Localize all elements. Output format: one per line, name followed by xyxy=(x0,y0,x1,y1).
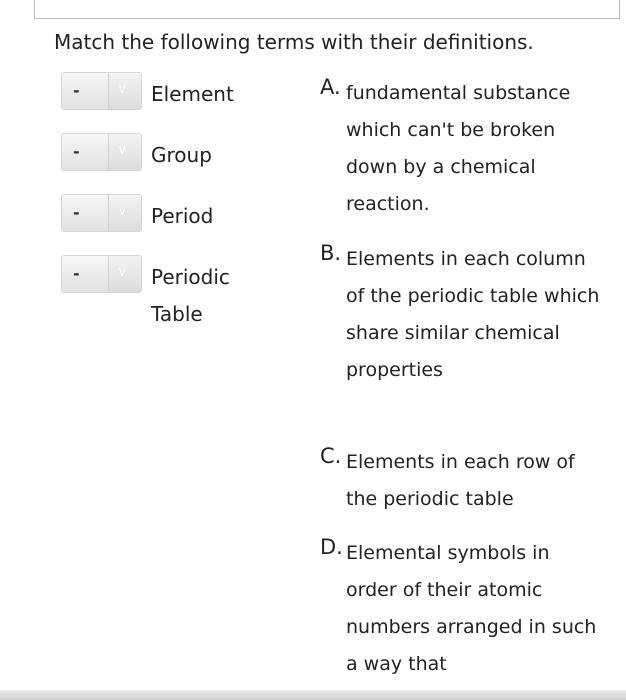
match-select-group[interactable] xyxy=(61,133,142,171)
definition-letter: B. xyxy=(320,241,342,265)
match-select-period[interactable] xyxy=(61,194,142,232)
bottom-edge xyxy=(0,690,626,700)
term-label-element: Element xyxy=(151,82,234,106)
definition-text: Elements in each row of the periodic table xyxy=(346,451,575,510)
dropdown-button[interactable] xyxy=(108,256,141,292)
definition-text: Elemental symbols in order of their atomic numbers arranged in such a way that xyxy=(346,542,597,675)
select-value: - xyxy=(73,81,80,100)
term-label-period: Period xyxy=(151,204,214,228)
question-instructions: Match the following terms with their definitions. xyxy=(54,30,534,54)
chevron-down-icon: ∨ xyxy=(117,264,128,280)
match-select-periodic-table[interactable] xyxy=(61,255,142,293)
chevron-down-icon: ∨ xyxy=(117,81,128,97)
definition-letter: C. xyxy=(320,444,342,468)
term-label-group: Group xyxy=(151,143,212,167)
select-value: - xyxy=(73,142,80,161)
dropdown-button[interactable] xyxy=(108,73,141,109)
dropdown-button[interactable] xyxy=(108,195,141,231)
chevron-down-icon: ∨ xyxy=(117,203,128,219)
previous-question-box xyxy=(34,0,620,19)
definition-text: fundamental substance which can't be broken down by a chemical reaction. xyxy=(346,82,571,215)
definition-letter: D. xyxy=(320,535,343,559)
dropdown-button[interactable] xyxy=(108,134,141,170)
chevron-down-icon: ∨ xyxy=(117,142,128,158)
select-value: - xyxy=(73,203,80,222)
definition-letter: A. xyxy=(320,75,341,99)
term-label-periodic-table: Periodic Table xyxy=(151,265,230,326)
match-select-element[interactable] xyxy=(61,72,142,110)
select-value: - xyxy=(73,264,80,283)
definition-text: Elements in each column of the periodic table which share similar chemical properties xyxy=(346,248,600,381)
